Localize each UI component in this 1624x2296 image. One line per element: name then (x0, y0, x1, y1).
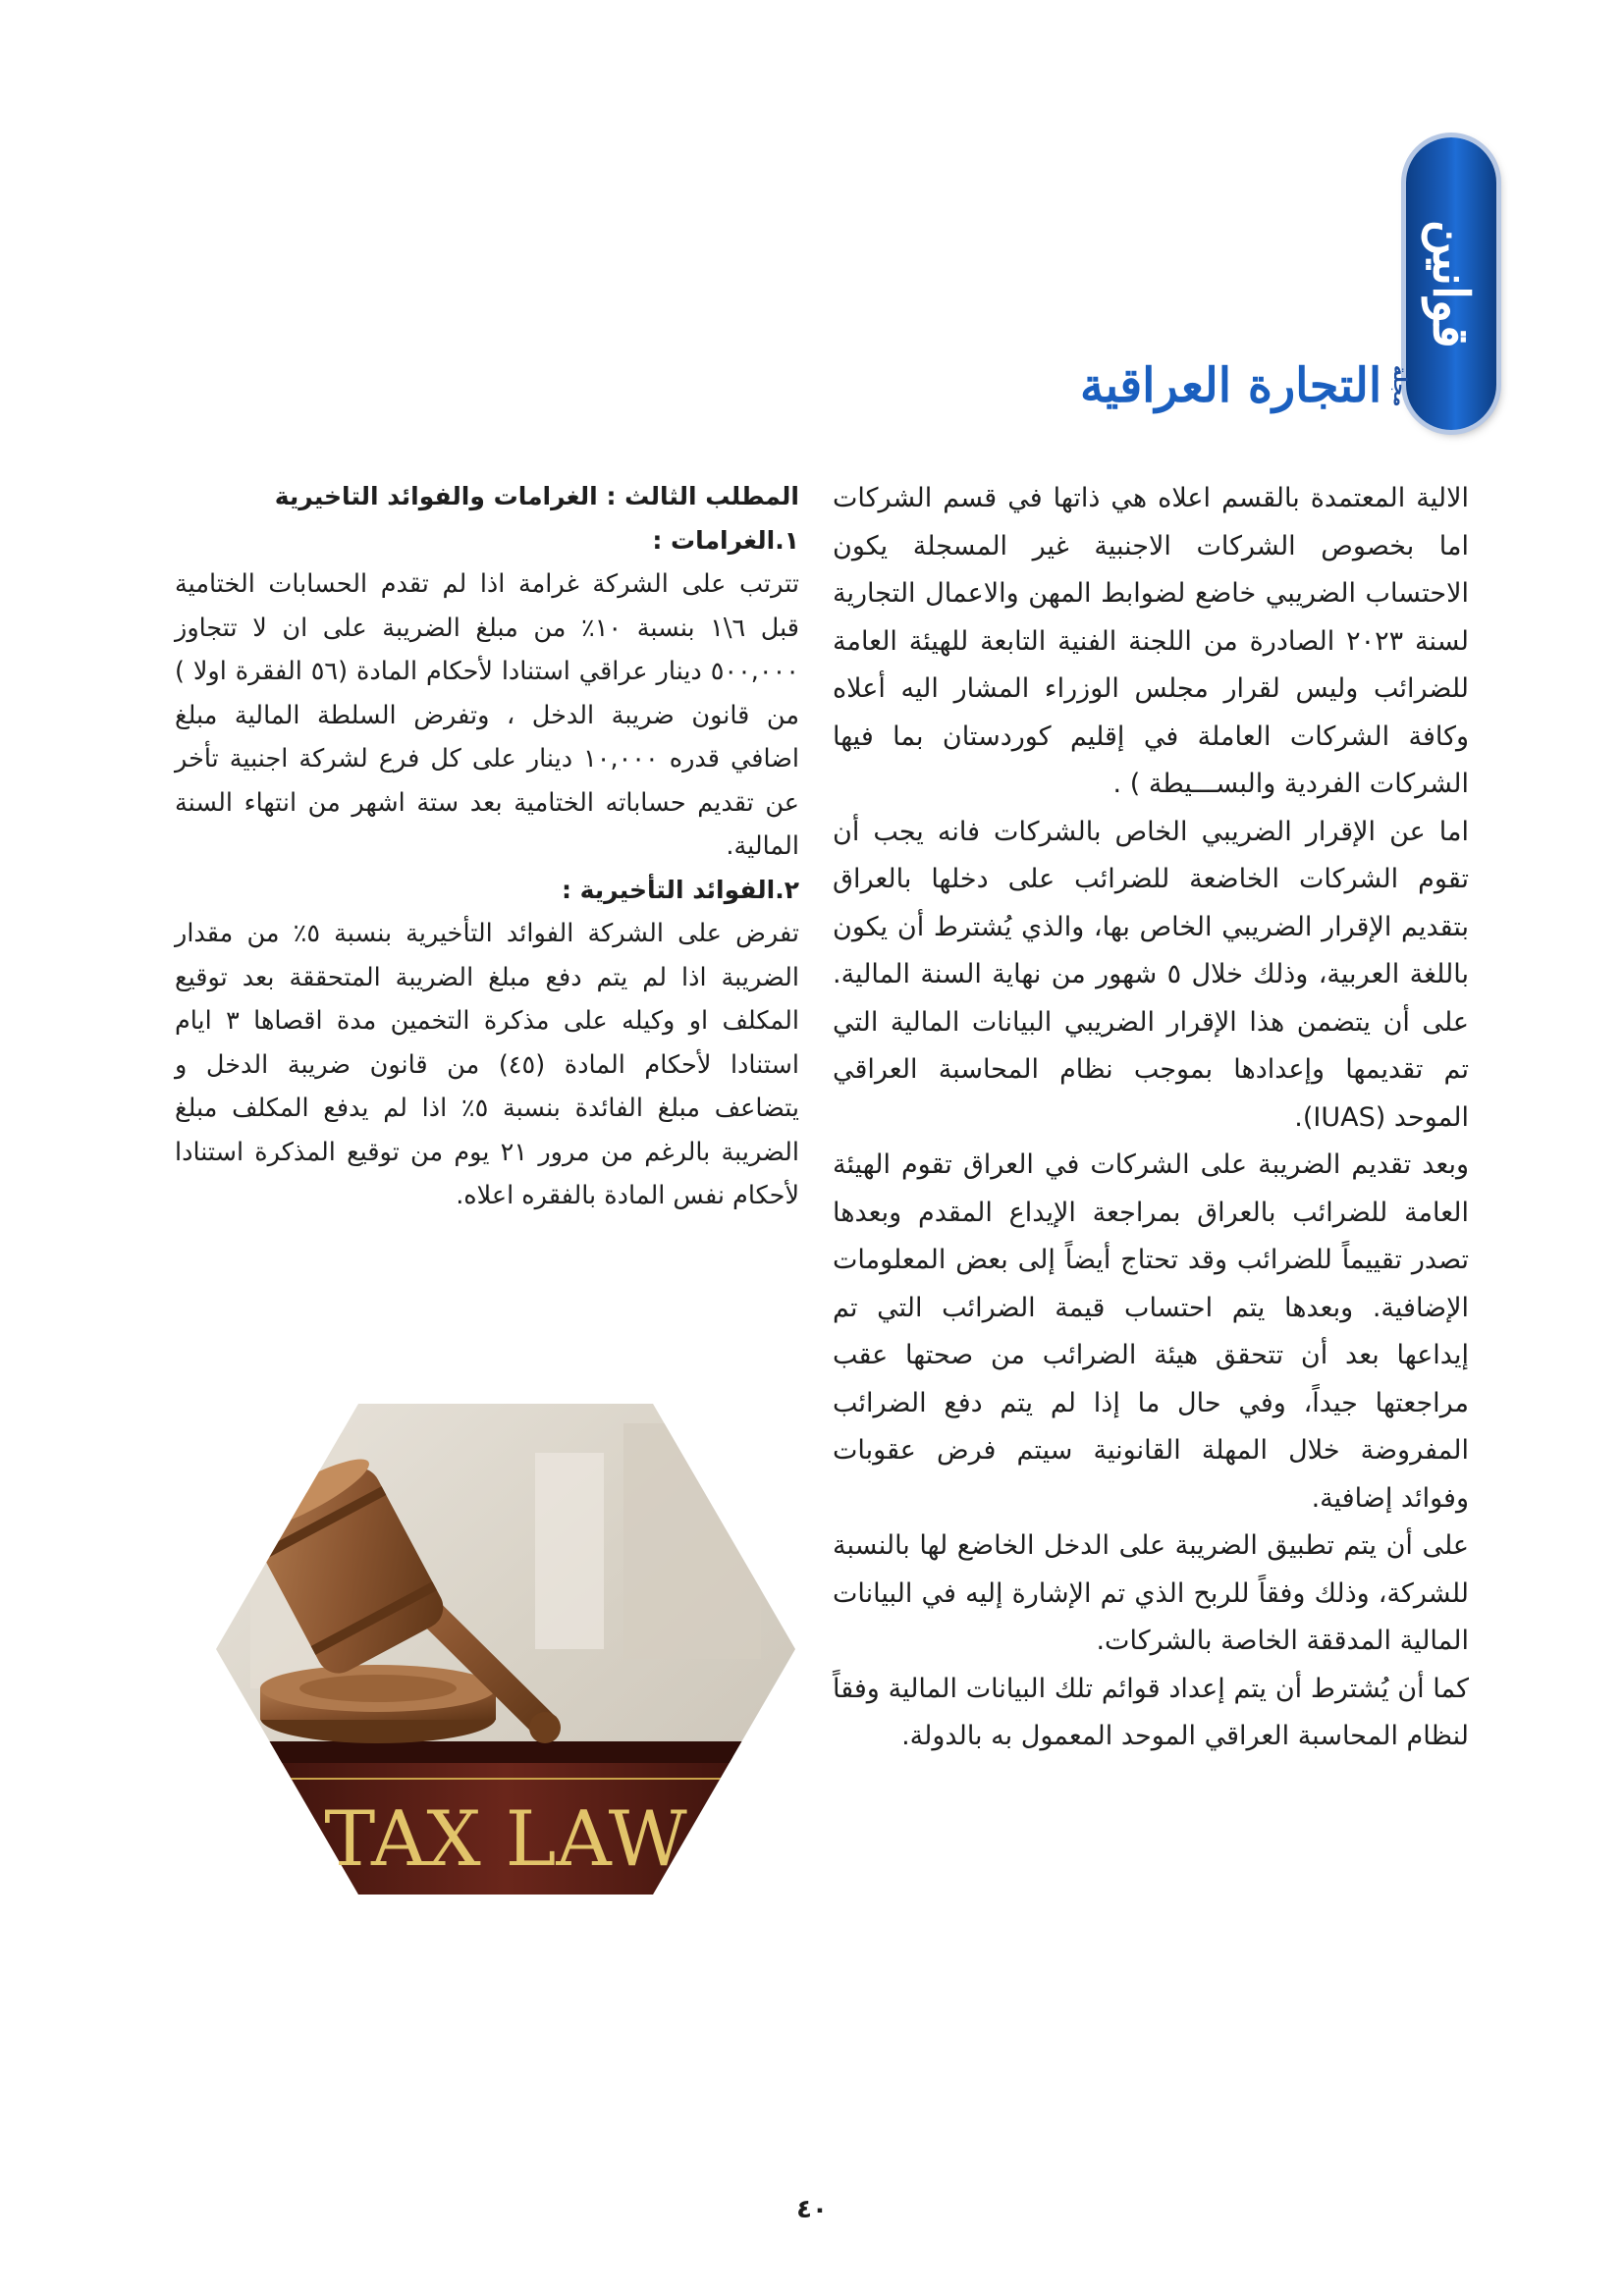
page-number: ٤٠ (796, 2195, 828, 2224)
magazine-masthead (1080, 342, 1411, 430)
interest-text: تفرض على الشركة الفوائد التأخيرية بنسبة ٥٪ من مقدار الضريبة اذا لم يتم دفع مبلغ الضريبة المتحققة بعد توقيع المكلف او وكيله على مذكرة التخمين مدة اقصاها ٣ ايام استنادا لأحكام المادة (٤٥) من قانون ضريبة الدخل و يتضاعف مبلغ الفائدة بنسبة ٥٪ اذا لم يدفع المكلف مبلغ الضريبة بالرغم من مرور ٢١ يوم من توقيع المذكرة استنادا لأحكام نفس المادة بالفقره اعلاه. (175, 919, 800, 1210)
right-paragraph-5: كما أن يُشترط أن يتم إعداد قوائم تلك البيانات المالية وفقاً لنظام المحاسبة العراقي الموحد المعمول به بالدولة. (833, 1673, 1469, 1751)
masthead-title: التجارة العراقية (1080, 358, 1382, 413)
section-heading: المطلب الثالث : الغرامات والفوائد التاخيرية (274, 482, 799, 510)
book-title: TAX LAW (324, 1795, 687, 1884)
section-tab (1406, 137, 1496, 430)
right-column (833, 475, 1469, 1761)
interest-heading: ٢.الفوائد التأخيرية : (561, 875, 799, 904)
fines-text: تترتب على الشركة غرامة اذا لم تقدم الحسابات الختامية قبل ٦\١ بنسبة ١٠٪ من مبلغ الضريبة على ان لا تتجاوز ٥٠٠,٠٠٠ دينار عراقي استنادا لأحكام المادة (٥٦ الفقرة اولا ) من قانون ضريبة الدخل ، وتفرض السلطة المالية مبلغ اضافي قدره ١٠,٠٠٠ دينار على كل فرع لشركة اجنبية تأخر عن تقديم حساباته الختامية بعد ستة اشهر من انتهاء السنة المالية. (175, 569, 799, 861)
fines-heading: ١.الغرامات : (652, 525, 799, 555)
right-paragraph-1: الالية المعتمدة بالقسم اعلاه هي ذاتها في قسم الشركات اما بخصوص الشركات الاجنبية غير المسجلة يكون الاحتساب الضريبي خاضع لضوابط المهن والاعمال التجارية لسنة ٢٠٢٣ الصادرة من اللجنة الفنية التابعة للهيئة العامة للضرائب وليس لقرار مجلس الوزراء المشار اليه أعلاه وكافة الشركات العاملة في إقليم كوردستان بما فيها الشركات الفردية والبســـيطة ) . (833, 483, 1469, 799)
right-paragraph-3: وبعد تقديم الضريبة على الشركات في العراق تقوم الهيئة العامة للضرائب بالعراق بمراجعة الإيداع المقدم وبعدها تصدر تقييماً للضرائب وقد تحتاج أيضاً إلى بعض المعلومات الإضافية. وبعدها يتم احتساب قيمة الضرائب التي تم إيداعها بعد أن تتحقق هيئة الضرائب من صحتها عقب مراجعتها جيداً، وفي حال ما إذا لم يتم دفع الضرائب المفروضة خلال المهلة القانونية سيتم فرض عقوبات وفوائد إضافية. (833, 1149, 1469, 1514)
right-paragraph-4: على أن يتم تطبيق الضريبة على الدخل الخاضع لها بالنسبة للشركة، وذلك وفقاً للربح الذي تم الإشارة إليه في البيانات المالية المدققة الخاصة بالشركات. (833, 1530, 1469, 1656)
left-column (175, 475, 799, 1218)
section-tab-label: قوانين (1422, 219, 1481, 348)
tax-law-illustration (211, 1394, 800, 1904)
masthead-small-label: مجلة (1389, 364, 1411, 407)
right-paragraph-2: اما عن الإقرار الضريبي الخاص بالشركات فانه يجب أن تقوم الشركات الخاضعة للضرائب على دخلها بالعراق بتقديم الإقرار الضريبي الخاص بها، والذي يُشترط أن يكون باللغة العربية، وذلك خلال ٥ شهور من نهاية السنة المالية. على أن يتضمن هذا الإقرار الضريبي البيانات المالية التي تم تقديمها وإعدادها بموجب نظام المحاسبة العراقي الموحد (IUAS). (833, 816, 1470, 1133)
